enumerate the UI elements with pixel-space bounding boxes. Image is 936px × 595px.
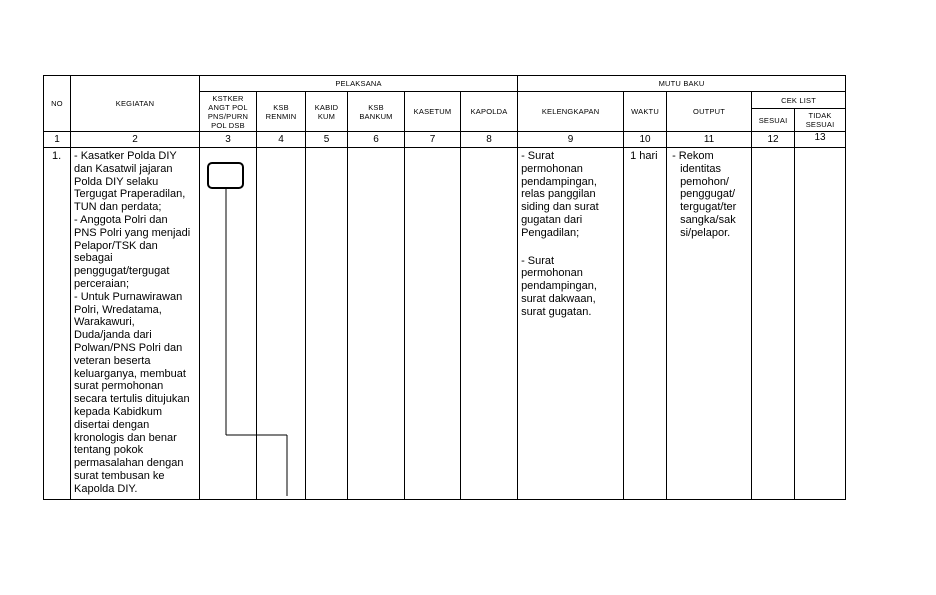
column-number: 9 (518, 132, 624, 148)
kegiatan-line: dan Kasatwil jajaran (74, 162, 173, 175)
sop-table (43, 75, 846, 500)
waktu-cell (624, 148, 667, 500)
ksb-bankum-cell (348, 148, 405, 500)
kegiatan-line: Duda/janda dari (74, 329, 152, 342)
kegiatan-line: Tergugat Praperadilan, (74, 188, 186, 201)
header-kegiatan: KEGIATAN (71, 76, 200, 132)
kelengkapan-line: pendampingan, (521, 280, 597, 293)
output-line: penggugat/ (680, 188, 736, 201)
kegiatan-line: Polda DIY selaku (74, 175, 159, 188)
sesuai-cell (752, 148, 795, 500)
kabid-kum-cell (306, 148, 348, 500)
kegiatan-line: Kapolda DIY. (74, 482, 138, 495)
output-line: identitas (680, 162, 722, 175)
kegiatan-line: Polwan/PNS Polri dan (74, 341, 183, 354)
kelengkapan-cell (518, 148, 624, 500)
kegiatan-line: penggugat/tergugat (74, 265, 170, 278)
header-ksb-renmin: KSB RENMIN (257, 92, 306, 132)
kegiatan-line: - Anggota Polri dan (74, 213, 168, 226)
header-no: NO (44, 76, 71, 132)
kelengkapan-line: gugatan dari (521, 213, 583, 226)
kegiatan-text (71, 148, 199, 498)
output-cell (667, 148, 752, 500)
output-line: si/pelapor. (680, 226, 731, 239)
kegiatan-line: surat permohonan (74, 380, 164, 393)
column-number: 10 (624, 132, 667, 148)
kelengkapan-line: surat gugatan. (521, 305, 592, 318)
row-number: 1. (52, 150, 62, 162)
kegiatan-line: - Untuk Purnawirawan (74, 290, 183, 303)
kelengkapan-text-1 (518, 148, 623, 242)
waktu-text: 1 hari (630, 150, 658, 162)
kegiatan-line: permasalahan dengan (74, 457, 184, 470)
header-ksb-bankum: KSB BANKUM (348, 92, 405, 132)
column-number: 5 (306, 132, 348, 148)
output-text (667, 148, 751, 242)
kelengkapan-line: - Surat (521, 150, 555, 162)
header-kelengkapan: KELENGKAPAN (518, 92, 624, 132)
kapolda-cell (461, 148, 518, 500)
kegiatan-line: Warakawuri, (74, 316, 135, 329)
column-number: 7 (405, 132, 461, 148)
kegiatan-line: PNS Polri yang menjadi (74, 226, 191, 239)
output-line: pemohon/ (680, 175, 729, 188)
kelengkapan-line: pendampingan, (521, 175, 597, 188)
kegiatan-line: kepada Kabidkum (74, 405, 163, 418)
kegiatan-line: veteran beserta (74, 354, 151, 367)
header-waktu: WAKTU (624, 92, 667, 132)
output-line: sangka/sak (680, 213, 736, 226)
column-number: 1 (44, 132, 71, 148)
column-number: 12 (752, 132, 795, 148)
kasetum-cell (405, 148, 461, 500)
output-line: - Rekom (672, 150, 714, 162)
column-number: 6 (348, 132, 405, 148)
column-number: 8 (461, 132, 518, 148)
header-kasetum: KASETUM (405, 92, 461, 132)
kelengkapan-line: - Surat (521, 254, 555, 267)
kelengkapan-line: Pengadilan; (521, 226, 580, 239)
kegiatan-line: sebagai (74, 252, 113, 265)
kegiatan-line: keluarganya, membuat (74, 367, 186, 380)
column-number: 2 (71, 132, 200, 148)
kelengkapan-line: relas panggilan (521, 188, 596, 201)
kegiatan-line: perceraian; (74, 277, 130, 290)
kegiatan-line: TUN dan perdata; (74, 201, 162, 214)
header-output: OUTPUT (667, 92, 752, 132)
column-number: 11 (667, 132, 752, 148)
kelengkapan-line: surat dakwaan, (521, 292, 596, 305)
header-tidak-sesuai: TIDAK SESUAI (795, 109, 846, 132)
kegiatan-line: Pelapor/TSK dan (74, 239, 158, 252)
header-kabid-kum: KABID KUM (306, 92, 348, 132)
ksb-renmin-cell (257, 148, 306, 500)
header-kapolda: KAPOLDA (461, 92, 518, 132)
header-mutu-baku: MUTU BAKU (518, 76, 846, 92)
kegiatan-line: tentang pokok (74, 444, 144, 457)
kelengkapan-line: permohonan (521, 267, 583, 280)
kegiatan-line: kronologis dan benar (74, 431, 177, 444)
kelengkapan-line: siding dan surat (521, 201, 599, 214)
header-pelaksana: PELAKSANA (200, 76, 518, 92)
kelengkapan-text-2 (518, 255, 623, 321)
kelengkapan-line: permohonan (521, 162, 583, 175)
kegiatan-line: - Kasatker Polda DIY (74, 150, 177, 162)
output-line: tergugat/ter (680, 201, 737, 214)
kegiatan-line: Polri, Wredatama, (74, 303, 162, 316)
kegiatan-line: disertai dengan (74, 418, 150, 431)
column-number: 13 (795, 132, 846, 148)
column-number: 3 (200, 132, 257, 148)
kstker-cell (200, 148, 257, 500)
kegiatan-line: surat tembusan ke (74, 469, 165, 482)
tidak-sesuai-cell (795, 148, 846, 500)
header-cek-list: CEK LIST (752, 92, 846, 109)
header-kstker: KSTKER ANGT POL PNS/PURN POL DSB (200, 92, 257, 132)
kegiatan-line: secara tertulis ditujukan (74, 393, 190, 406)
column-number: 4 (257, 132, 306, 148)
row-number-cell (44, 148, 71, 500)
header-sesuai: SESUAI (752, 109, 795, 132)
kegiatan-cell (71, 148, 200, 500)
